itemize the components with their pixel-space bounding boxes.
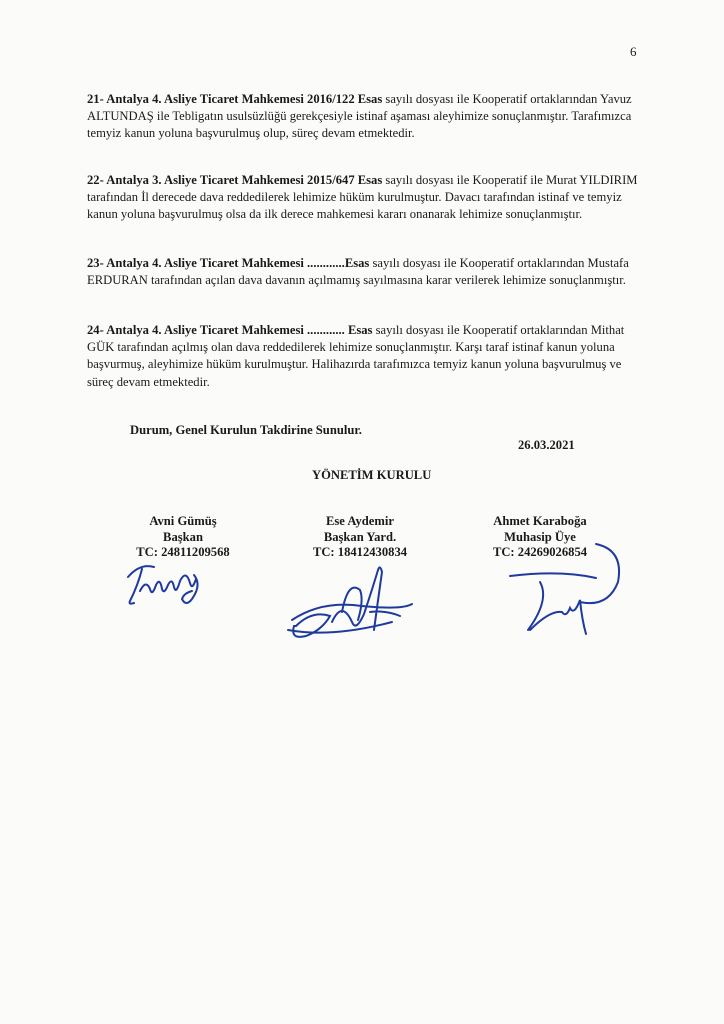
signatory-name: Ese Aydemir (326, 514, 394, 528)
case-body: sayılı dosyası ile Kooperatif ortaklarından Yavuz ALTUNDAŞ ile Tebligatın usulsüzlüğü gerekçesiyle istinaf aşaması aleyhimize sonuçlanmıştır. Tarafımızca temyiz kanun yoluna başvurulmuş olup, süreç devam etmektedir. (87, 92, 632, 141)
case-item-21 (87, 91, 647, 143)
case-body: sayılı dosyası ile Kooperatif ortaklarından Mustafa ERDURAN tarafından açılan dava davanın açılmamış sayılmasına karar verilerek lehimize sonuçlanmıştır. (87, 256, 629, 288)
case-heading: 22- Antalya 3. Asliye Ticaret Mahkemesi 2015/647 Esas (87, 173, 383, 187)
document-date: 26.03.2021 (518, 438, 575, 452)
signatory-name: Ahmet Karaboğa (493, 514, 587, 528)
page-number: 6 (630, 44, 637, 59)
signatory-role: Başkan (163, 529, 203, 544)
signature-ese-aydemir-icon (282, 560, 432, 650)
case-item-23 (87, 255, 647, 289)
case-heading: 23- Antalya 4. Asliye Ticaret Mahkemesi ............Esas (87, 256, 370, 270)
closing-statement: Durum, Genel Kurulun Takdirine Sunulur. (130, 423, 362, 437)
signatory-id: TC: 18412430834 (312, 545, 408, 559)
signatory-role: Muhasip Üye (504, 529, 576, 544)
signatory-chairman (118, 514, 248, 561)
case-body: sayılı dosyası ile Kooperatif ile Murat YILDIRIM tarafından İl derecede dava reddedilerek lehimize hüküm kurulmuştur. Davacı tarafından istinaf ve temyiz kanun yoluna başvurulmuş olsa da ilk derece mahkemesi kararı onanarak lehimize sonuçlanmıştır. (87, 173, 638, 222)
board-title: YÖNETİM KURULU (312, 468, 432, 482)
signatory-name: Avni Gümüş (149, 514, 217, 528)
case-heading: 21- Antalya 4. Asliye Ticaret Mahkemesi 2016/122 Esas (87, 92, 383, 106)
signature-ahmet-karaboga-icon (500, 530, 630, 640)
signatory-vice-chairman (290, 514, 430, 561)
signature-avni-gumus-icon (120, 555, 220, 610)
signatory-id: TC: 24269026854 (492, 545, 588, 559)
case-body: sayılı dosyası ile Kooperatif ortaklarından Mithat GÜK tarafından açılmış olan dava reddedilerek lehimize sonuçlanmıştır. Karşı taraf istinaf kanun yoluna başvurmuş, aleyhimize hüküm kurulmuştur. Halihazırda tarafımızca temyiz kanun yoluna başvurulmuş ve süreç devam etmektedir. (87, 323, 625, 389)
case-item-24 (87, 322, 647, 391)
signatory-role: Başkan Yard. (323, 529, 397, 544)
signatory-id: TC: 24811209568 (136, 545, 230, 559)
case-heading: 24- Antalya 4. Asliye Ticaret Mahkemesi ............ Esas (87, 323, 373, 337)
case-item-22 (87, 172, 647, 224)
